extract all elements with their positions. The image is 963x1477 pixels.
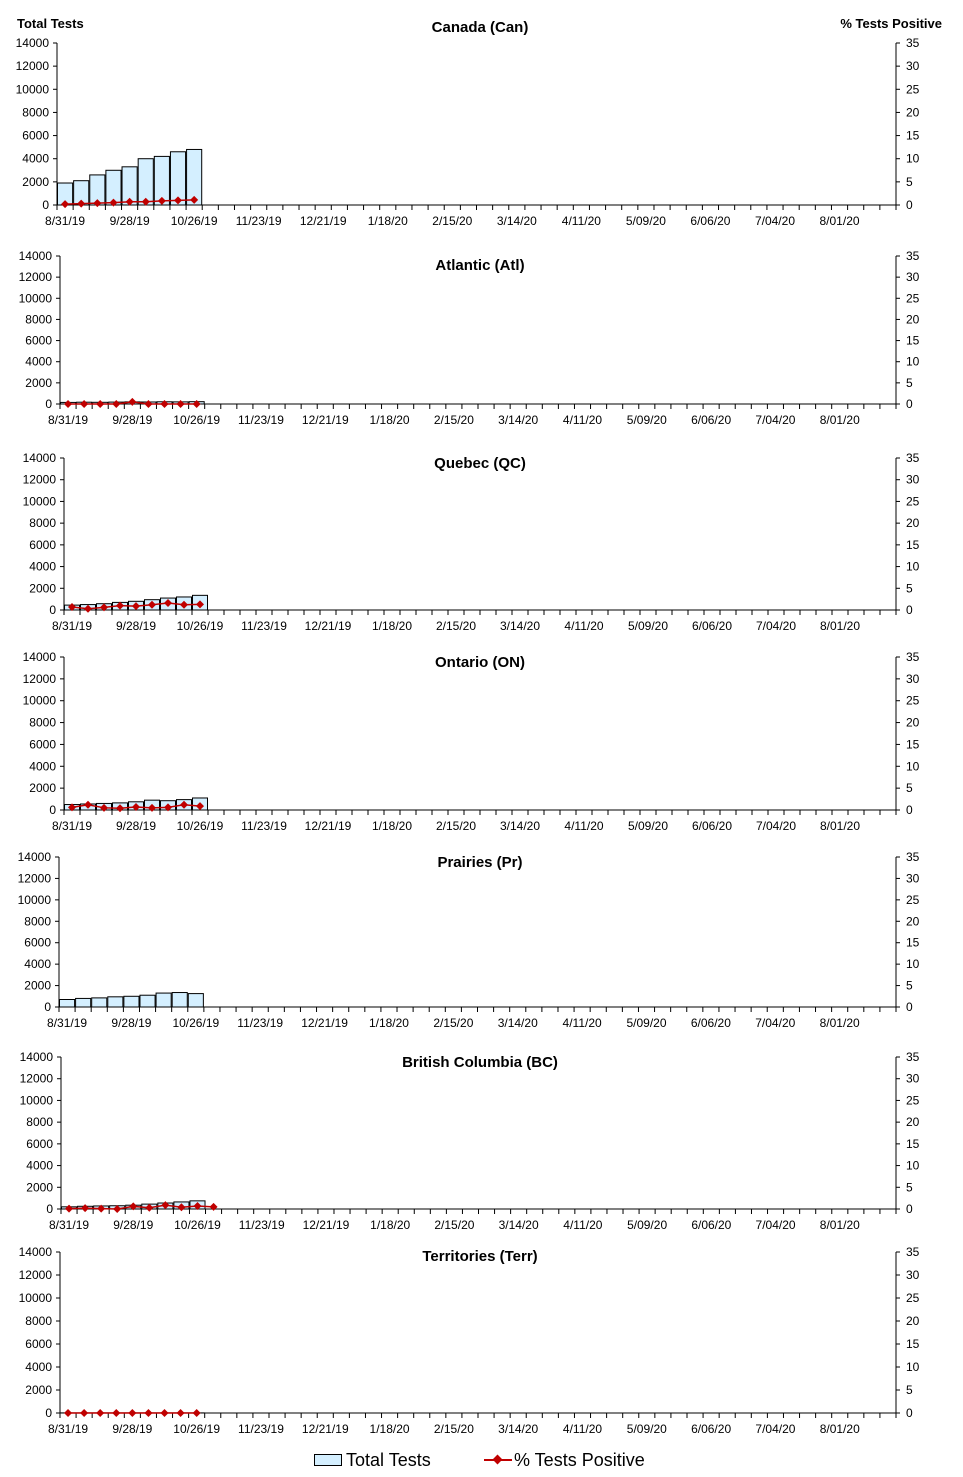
x-tick-label: 2/15/20 xyxy=(434,1218,475,1232)
y-tick-label: 0 xyxy=(46,1202,53,1216)
y2-tick-label: 5 xyxy=(906,174,913,189)
x-tick-label: 11/23/19 xyxy=(238,1422,284,1436)
y-tick-label: 4000 xyxy=(22,151,49,166)
point-pct-positive xyxy=(80,400,88,408)
x-tick-label: 8/31/19 xyxy=(48,1422,89,1436)
x-tick-label: 7/04/20 xyxy=(754,214,796,228)
y-tick-label: 6000 xyxy=(25,333,52,348)
x-tick-label: 2/15/20 xyxy=(433,1016,474,1030)
x-tick-label: 4/11/20 xyxy=(562,413,603,427)
legend-label-total-tests: Total Tests xyxy=(346,1449,431,1470)
legend xyxy=(0,1448,963,1472)
y-tick-label: 0 xyxy=(49,803,56,817)
bar-total-tests xyxy=(140,995,155,1007)
x-tick-label: 9/28/19 xyxy=(115,619,157,633)
y2-tick-label: 10 xyxy=(906,559,920,574)
y2-tick-label: 25 xyxy=(906,291,920,306)
x-tick-label: 9/28/19 xyxy=(115,819,157,833)
x-tick-label: 2/15/20 xyxy=(432,214,473,228)
legend-bar-swatch xyxy=(314,1454,342,1466)
y2-tick-label: 15 xyxy=(906,1136,920,1151)
y2-tick-label: 30 xyxy=(906,1071,920,1086)
y-tick-label: 12000 xyxy=(19,1071,53,1086)
x-tick-label: 8/01/20 xyxy=(819,413,860,427)
y-tick-label: 10000 xyxy=(19,1093,53,1108)
x-tick-label: 5/09/20 xyxy=(625,214,666,228)
x-tick-label: 9/28/19 xyxy=(111,1016,152,1030)
y-tick-label: 10000 xyxy=(15,82,49,97)
x-tick-label: 8/01/20 xyxy=(819,1016,860,1030)
x-tick-label: 8/31/19 xyxy=(48,413,89,427)
x-tick-label: 2/15/20 xyxy=(433,413,474,427)
y2-tick-label: 10 xyxy=(906,354,920,369)
y-tick-label: 4000 xyxy=(25,354,52,369)
x-tick-label: 9/28/19 xyxy=(112,413,153,427)
legend-item-pct-positive xyxy=(484,1448,645,1472)
y2-tick-label: 30 xyxy=(906,1268,920,1282)
y2-tick-label: 10 xyxy=(906,759,920,774)
y-tick-label: 6000 xyxy=(29,537,56,552)
x-tick-label: 9/28/19 xyxy=(113,1218,154,1232)
y-tick-label: 2000 xyxy=(24,978,51,993)
x-tick-label: 3/14/20 xyxy=(497,1016,538,1030)
bar-total-tests xyxy=(92,998,107,1007)
x-tick-label: 8/31/19 xyxy=(49,1218,90,1232)
x-tick-label: 1/18/20 xyxy=(370,1218,411,1232)
point-pct-positive xyxy=(210,1203,218,1211)
y2-tick-label: 35 xyxy=(906,1245,920,1259)
point-pct-positive xyxy=(128,398,136,406)
y-tick-label: 6000 xyxy=(25,1337,52,1351)
y-tick-label: 6000 xyxy=(22,128,49,143)
x-tick-label: 7/04/20 xyxy=(755,619,797,633)
y-tick-label: 12000 xyxy=(22,472,56,487)
chart-title: Atlantic (Atl) xyxy=(435,257,525,274)
x-tick-label: 8/01/20 xyxy=(819,1422,860,1436)
x-tick-label: 5/09/20 xyxy=(626,1016,667,1030)
y-tick-label: 0 xyxy=(42,198,49,212)
y2-axis-label: % Tests Positive xyxy=(840,16,942,31)
y2-tick-label: 20 xyxy=(906,1115,920,1130)
y2-tick-label: 0 xyxy=(906,1000,913,1014)
y-tick-label: 10000 xyxy=(22,494,56,509)
x-tick-label: 6/06/20 xyxy=(691,619,733,633)
chart-panel xyxy=(19,249,920,427)
y-tick-label: 0 xyxy=(45,397,52,411)
bar-total-tests xyxy=(60,1000,75,1008)
y-tick-label: 10000 xyxy=(22,693,56,708)
x-tick-label: 1/18/20 xyxy=(371,619,413,633)
y2-tick-label: 35 xyxy=(906,650,920,664)
x-tick-label: 11/23/19 xyxy=(241,819,287,833)
x-tick-label: 12/21/19 xyxy=(299,214,347,228)
y-tick-label: 12000 xyxy=(18,270,52,285)
y-tick-label: 2000 xyxy=(29,581,56,596)
x-tick-label: 8/31/19 xyxy=(47,1016,88,1030)
x-tick-label: 7/04/20 xyxy=(755,1016,796,1030)
y-tick-label: 2000 xyxy=(29,781,56,796)
x-tick-label: 10/26/19 xyxy=(174,1218,221,1232)
x-tick-label: 12/21/19 xyxy=(301,1422,349,1436)
y2-tick-label: 15 xyxy=(906,1337,920,1351)
y-tick-label: 0 xyxy=(44,1000,51,1014)
y2-tick-label: 35 xyxy=(906,451,920,465)
x-tick-label: 11/23/19 xyxy=(241,619,287,633)
x-tick-label: 6/06/20 xyxy=(691,1218,732,1232)
y2-tick-label: 30 xyxy=(906,671,920,686)
x-tick-label: 4/11/20 xyxy=(562,1422,603,1436)
x-tick-label: 4/11/20 xyxy=(564,819,604,833)
x-tick-label: 7/04/20 xyxy=(755,1218,796,1232)
y2-tick-label: 10 xyxy=(906,1158,920,1173)
x-tick-label: 7/04/20 xyxy=(755,413,796,427)
bar-total-tests xyxy=(76,998,91,1007)
legend-item-total-tests xyxy=(314,1448,431,1472)
y-tick-label: 0 xyxy=(49,603,56,617)
x-tick-label: 2/15/20 xyxy=(435,819,477,833)
y-tick-label: 8000 xyxy=(29,516,56,531)
x-tick-label: 4/11/20 xyxy=(562,1016,602,1030)
y-tick-label: 4000 xyxy=(29,759,56,774)
y2-tick-label: 25 xyxy=(906,494,920,509)
y2-tick-label: 25 xyxy=(906,82,920,97)
chart-panel xyxy=(18,850,920,1030)
y2-tick-label: 0 xyxy=(906,1406,913,1420)
legend-line-swatch xyxy=(484,1455,512,1465)
x-tick-label: 1/18/20 xyxy=(369,1422,410,1436)
y2-tick-label: 20 xyxy=(906,516,920,531)
point-pct-positive xyxy=(161,1409,169,1417)
x-tick-label: 12/21/19 xyxy=(302,1218,350,1232)
y-tick-label: 12000 xyxy=(22,671,56,686)
y2-tick-label: 0 xyxy=(906,803,913,817)
y2-tick-label: 15 xyxy=(906,935,920,950)
y-tick-label: 8000 xyxy=(24,914,51,929)
x-tick-label: 10/26/19 xyxy=(173,1422,221,1436)
x-tick-label: 6/06/20 xyxy=(691,819,733,833)
x-tick-label: 8/31/19 xyxy=(51,619,93,633)
y2-tick-label: 20 xyxy=(906,914,920,929)
x-tick-label: 6/06/20 xyxy=(691,1422,732,1436)
x-tick-label: 7/04/20 xyxy=(755,1422,796,1436)
bar-total-tests xyxy=(156,993,171,1007)
x-tick-label: 6/06/20 xyxy=(690,1016,731,1030)
y2-tick-label: 15 xyxy=(906,737,920,752)
x-tick-label: 8/01/20 xyxy=(819,619,861,633)
x-tick-label: 3/14/20 xyxy=(496,214,537,228)
y2-tick-label: 20 xyxy=(906,105,920,120)
point-pct-positive xyxy=(161,400,169,408)
x-tick-label: 5/09/20 xyxy=(626,1422,667,1436)
chart-title: Quebec (QC) xyxy=(434,455,526,472)
y2-tick-label: 15 xyxy=(906,333,920,348)
y-tick-label: 14000 xyxy=(22,650,56,664)
y2-tick-label: 0 xyxy=(906,198,913,212)
y-tick-label: 14000 xyxy=(15,36,49,50)
y2-tick-label: 35 xyxy=(906,249,920,263)
y2-tick-label: 0 xyxy=(906,397,913,411)
y-tick-label: 12000 xyxy=(18,1268,52,1282)
y-tick-label: 12000 xyxy=(15,59,49,74)
y-tick-label: 10000 xyxy=(18,291,52,306)
y2-tick-label: 10 xyxy=(906,957,920,972)
y2-tick-label: 25 xyxy=(906,1093,920,1108)
y-tick-label: 2000 xyxy=(25,375,52,390)
y2-tick-label: 30 xyxy=(906,59,920,74)
x-tick-label: 4/11/20 xyxy=(564,619,604,633)
y2-tick-label: 5 xyxy=(906,1180,913,1195)
y2-tick-label: 5 xyxy=(906,781,913,796)
x-tick-label: 1/18/20 xyxy=(368,1016,409,1030)
y2-tick-label: 0 xyxy=(906,603,913,617)
x-tick-label: 11/23/19 xyxy=(238,413,284,427)
x-tick-label: 11/23/19 xyxy=(238,1218,285,1232)
chart-panel xyxy=(19,1245,920,1436)
y-tick-label: 2000 xyxy=(22,174,49,189)
chart-panel xyxy=(23,650,920,833)
y-tick-label: 4000 xyxy=(26,1158,53,1173)
point-pct-positive xyxy=(81,1204,89,1212)
y-tick-label: 2000 xyxy=(26,1180,53,1195)
point-pct-positive xyxy=(96,1409,104,1417)
x-tick-label: 5/09/20 xyxy=(627,1218,668,1232)
y-tick-label: 14000 xyxy=(18,1245,52,1259)
point-pct-positive xyxy=(64,400,72,408)
y-tick-label: 8000 xyxy=(22,105,49,120)
y-tick-label: 6000 xyxy=(26,1136,53,1151)
chart-title: Canada (Can) xyxy=(431,19,529,36)
x-tick-label: 4/11/20 xyxy=(563,1218,603,1232)
y2-tick-label: 20 xyxy=(906,1314,920,1328)
x-tick-label: 9/28/19 xyxy=(109,214,150,228)
y2-tick-label: 5 xyxy=(906,1383,913,1397)
point-pct-positive xyxy=(193,1409,201,1417)
y-tick-label: 14000 xyxy=(18,249,52,263)
point-pct-positive xyxy=(177,400,185,408)
bar-total-tests xyxy=(124,996,139,1007)
y2-tick-label: 20 xyxy=(906,715,920,730)
y-tick-label: 8000 xyxy=(25,1314,52,1328)
x-tick-label: 3/14/20 xyxy=(498,1422,539,1436)
x-tick-label: 3/14/20 xyxy=(498,413,539,427)
y-tick-label: 12000 xyxy=(17,871,51,886)
point-pct-positive xyxy=(112,400,120,408)
point-pct-positive xyxy=(96,400,104,408)
y-tick-label: 2000 xyxy=(25,1383,52,1397)
x-tick-label: 5/09/20 xyxy=(627,619,669,633)
x-tick-label: 2/15/20 xyxy=(435,619,477,633)
x-tick-label: 2/15/20 xyxy=(433,1422,474,1436)
y2-tick-label: 5 xyxy=(906,375,913,390)
point-pct-positive xyxy=(144,1409,152,1417)
y-tick-label: 8000 xyxy=(25,312,52,327)
point-pct-positive xyxy=(64,1409,72,1417)
chart-title: Ontario (ON) xyxy=(435,654,525,671)
y-axis-label: Total Tests xyxy=(17,16,84,31)
y2-tick-label: 15 xyxy=(906,128,920,143)
x-tick-label: 8/01/20 xyxy=(819,214,860,228)
y-tick-label: 6000 xyxy=(29,737,56,752)
y2-tick-label: 30 xyxy=(906,472,920,487)
x-tick-label: 12/21/19 xyxy=(301,1016,348,1030)
x-tick-label: 11/23/19 xyxy=(235,214,282,228)
y2-tick-label: 25 xyxy=(906,892,920,907)
bar-total-tests xyxy=(188,994,203,1007)
y-tick-label: 0 xyxy=(45,1406,52,1420)
point-pct-positive xyxy=(128,1409,136,1417)
y2-tick-label: 0 xyxy=(906,1202,913,1216)
x-tick-label: 3/14/20 xyxy=(499,619,541,633)
chart-panel xyxy=(23,451,920,633)
chart-title: Territories (Terr) xyxy=(422,1248,538,1265)
x-tick-label: 12/21/19 xyxy=(304,619,352,633)
y2-tick-label: 5 xyxy=(906,978,913,993)
y-tick-label: 6000 xyxy=(24,935,51,950)
x-tick-label: 3/14/20 xyxy=(498,1218,539,1232)
x-tick-label: 11/23/19 xyxy=(237,1016,284,1030)
x-tick-label: 12/21/19 xyxy=(304,819,352,833)
x-tick-label: 10/26/19 xyxy=(176,819,224,833)
y2-tick-label: 35 xyxy=(906,36,920,50)
y2-tick-label: 30 xyxy=(906,871,920,886)
y2-tick-label: 25 xyxy=(906,1291,920,1305)
y2-tick-label: 5 xyxy=(906,581,913,596)
x-tick-label: 1/18/20 xyxy=(369,413,410,427)
y2-tick-label: 10 xyxy=(906,151,920,166)
chart-panel xyxy=(16,16,942,228)
point-pct-positive xyxy=(112,1409,120,1417)
x-tick-label: 8/31/19 xyxy=(45,214,86,228)
y-tick-label: 14000 xyxy=(22,451,56,465)
x-tick-label: 12/21/19 xyxy=(301,413,349,427)
y2-tick-label: 20 xyxy=(906,312,920,327)
x-tick-label: 5/09/20 xyxy=(627,819,669,833)
x-tick-label: 10/26/19 xyxy=(173,413,221,427)
point-pct-positive xyxy=(144,400,152,408)
bar-total-tests xyxy=(172,993,187,1007)
y-tick-label: 4000 xyxy=(25,1360,52,1374)
x-tick-label: 1/18/20 xyxy=(371,819,413,833)
x-tick-label: 5/09/20 xyxy=(626,413,667,427)
point-pct-positive xyxy=(80,1409,88,1417)
x-tick-label: 10/26/19 xyxy=(170,214,218,228)
x-tick-label: 9/28/19 xyxy=(112,1422,153,1436)
y2-tick-label: 10 xyxy=(906,1360,920,1374)
x-tick-label: 6/06/20 xyxy=(691,413,732,427)
x-tick-label: 10/26/19 xyxy=(172,1016,220,1030)
x-tick-label: 3/14/20 xyxy=(499,819,541,833)
chart-title: British Columbia (BC) xyxy=(402,1054,558,1071)
x-tick-label: 6/06/20 xyxy=(690,214,731,228)
x-tick-label: 1/18/20 xyxy=(367,214,408,228)
y-tick-label: 4000 xyxy=(24,957,51,972)
y2-tick-label: 30 xyxy=(906,270,920,285)
y-tick-label: 14000 xyxy=(17,850,51,864)
chart-title: Prairies (Pr) xyxy=(437,854,523,871)
y-tick-label: 8000 xyxy=(26,1115,53,1130)
point-pct-positive xyxy=(177,1409,185,1417)
x-tick-label: 10/26/19 xyxy=(176,619,224,633)
y-tick-label: 14000 xyxy=(19,1050,53,1064)
y2-tick-label: 15 xyxy=(906,537,920,552)
x-tick-label: 8/01/20 xyxy=(819,819,861,833)
y2-tick-label: 25 xyxy=(906,693,920,708)
y-tick-label: 10000 xyxy=(18,1291,52,1305)
x-tick-label: 4/11/20 xyxy=(561,214,601,228)
point-pct-positive xyxy=(65,1205,73,1213)
x-tick-label: 8/31/19 xyxy=(51,819,93,833)
x-tick-label: 8/01/20 xyxy=(819,1218,860,1232)
y-tick-label: 10000 xyxy=(17,892,51,907)
x-tick-label: 7/04/20 xyxy=(755,819,797,833)
bar-total-tests xyxy=(108,997,123,1007)
y-tick-label: 4000 xyxy=(29,559,56,574)
y2-tick-label: 35 xyxy=(906,850,920,864)
y-tick-label: 8000 xyxy=(29,715,56,730)
y2-tick-label: 35 xyxy=(906,1050,920,1064)
chart-panel xyxy=(20,1050,920,1232)
legend-label-pct-positive: % Tests Positive xyxy=(514,1449,645,1470)
